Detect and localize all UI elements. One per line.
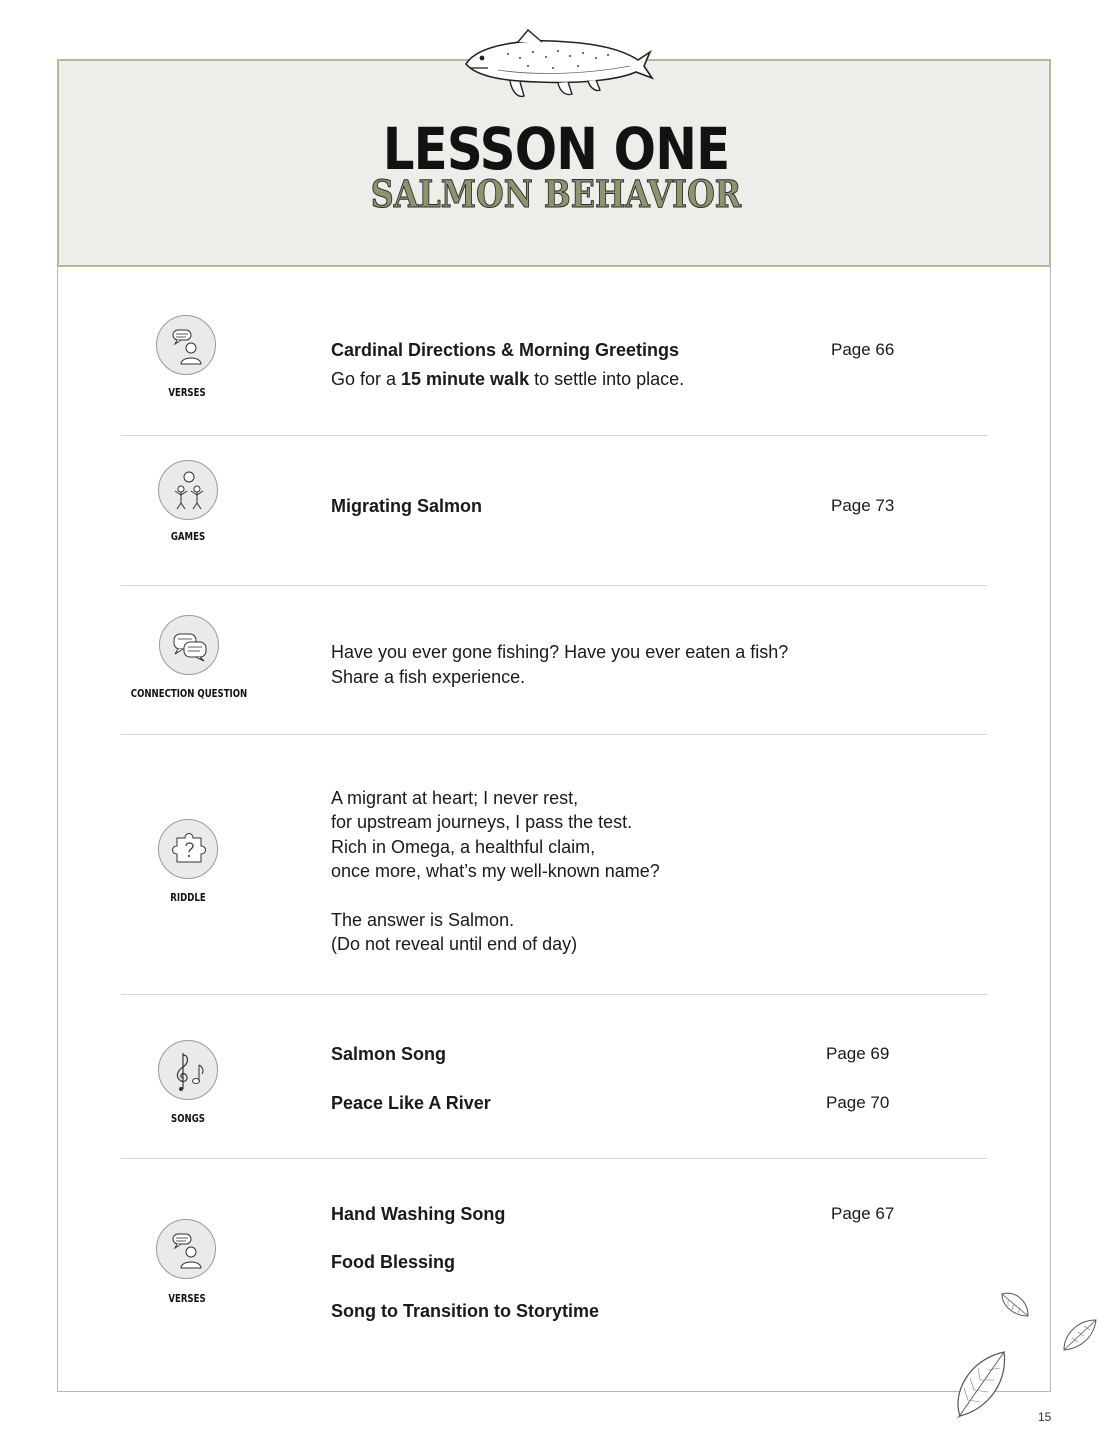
question-line: Have you ever gone fishing? Have you ever eaten a fish? [331, 642, 789, 662]
games-icon [158, 460, 218, 520]
verses-icon [156, 1219, 216, 1279]
question-line: Share a fish experience. [331, 667, 526, 687]
verses-icon [156, 315, 216, 375]
page-reference: Page 67 [831, 1204, 895, 1223]
section-divider [121, 585, 987, 586]
page-reference: Page 73 [831, 496, 895, 515]
verse-title: Hand Washing Song [331, 1204, 506, 1224]
page-reference: Page 66 [831, 340, 895, 359]
section-divider [121, 435, 987, 436]
riddle-line: once more, what’s my well-known name? [331, 861, 660, 881]
riddle-answer: The answer is Salmon. [331, 910, 515, 930]
text-segment: Go for a [331, 369, 402, 389]
icon-label: VERSES [168, 1292, 206, 1305]
page-reference: Page 70 [826, 1093, 890, 1112]
text-emphasis: 15 minute walk [401, 369, 530, 389]
riddle-line: for upstream journeys, I pass the test. [331, 812, 633, 832]
riddle-line: A migrant at heart; I never rest, [331, 788, 579, 808]
riddle-note: (Do not reveal until end of day) [331, 934, 578, 954]
icon-label: CONNECTION QUESTION [130, 687, 248, 700]
page-reference: Page 69 [826, 1044, 890, 1063]
leaf-illustration [1060, 1316, 1100, 1354]
lesson-title: LESSON ONE [382, 115, 730, 183]
section-divider [121, 1158, 987, 1159]
riddle-icon [158, 819, 218, 879]
leaf-illustration [998, 1288, 1032, 1322]
text-segment: to settle into place. [529, 369, 685, 389]
lesson-subtitle: SALMON BEHAVIOR [370, 172, 742, 216]
connection-question-icon [159, 615, 219, 675]
verse-title: Food Blessing [331, 1252, 456, 1272]
leaf-illustration [950, 1348, 1010, 1420]
icon-label: VERSES [168, 386, 206, 399]
verse-title: Song to Transition to Storytime [331, 1301, 600, 1321]
riddle-line: Rich in Omega, a healthful claim, [331, 837, 596, 857]
page-number: 15 [1038, 1410, 1052, 1424]
icon-label: RIDDLE [170, 891, 206, 904]
section-text [331, 367, 684, 391]
section-divider [121, 994, 987, 995]
section-heading: Migrating Salmon [331, 496, 483, 516]
songs-icon [158, 1040, 218, 1100]
section-heading: Cardinal Directions & Morning Greetings [331, 340, 680, 360]
section-divider [121, 734, 987, 735]
icon-label: GAMES [170, 530, 206, 543]
salmon-illustration [458, 24, 654, 104]
song-title: Peace Like A River [331, 1093, 491, 1113]
icon-label: SONGS [171, 1112, 205, 1125]
song-title: Salmon Song [331, 1044, 447, 1064]
